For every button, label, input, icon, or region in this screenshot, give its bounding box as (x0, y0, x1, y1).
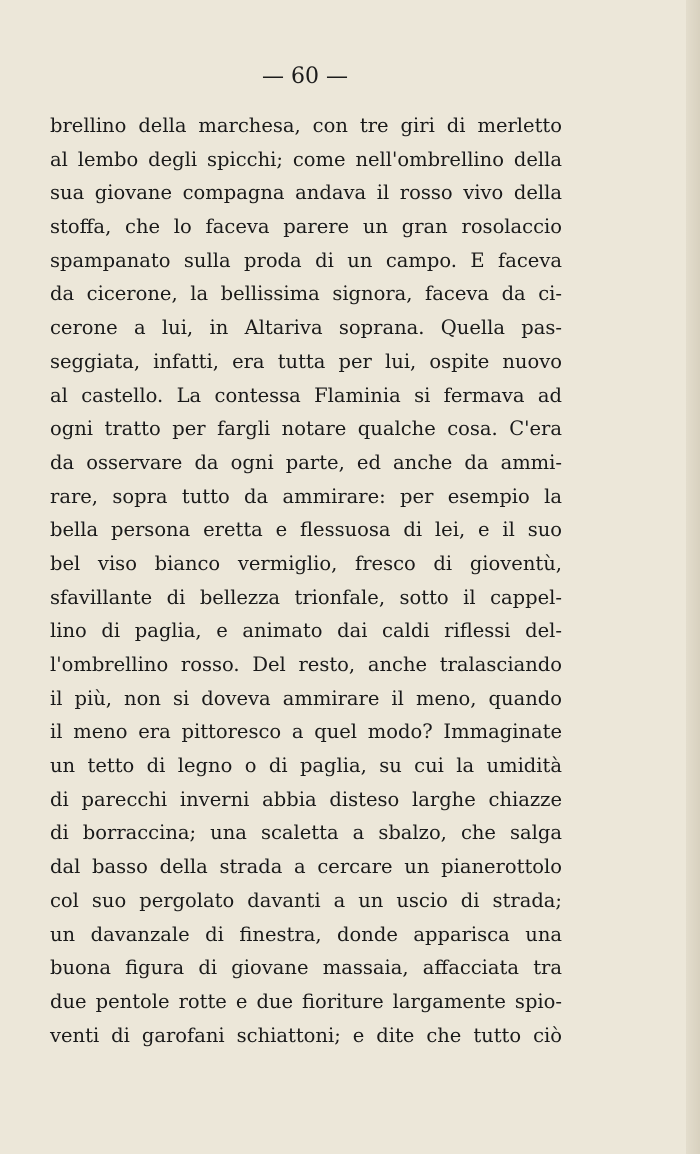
text-line: da osservare da ogni parte, ed anche da ammi- (50, 450, 562, 474)
text-line: sua giovane compagna andava il rosso vivo della (50, 181, 562, 205)
text-line: da cicerone, la bellissima signora, faceva da ci- (50, 282, 562, 306)
text-line: ogni tratto per fargli notare qualche cosa. C'era (50, 417, 562, 441)
text-line: rare, sopra tutto da ammirare: per esempio la (50, 484, 562, 508)
text-line: stoffa, che lo faceva parere un gran rosolaccio (50, 215, 562, 239)
text-line: spampanato sulla proda di un campo. E faceva (50, 248, 562, 272)
text-line: cerone a lui, in Altariva soprana. Quella pas- (50, 316, 562, 340)
text-line: dal basso della strada a cercare un pianerottolo (50, 855, 562, 879)
text-line: due pentole rotte e due fioriture largamente spio- (50, 989, 562, 1013)
text-line: bella persona eretta e flessuosa di lei, e il suo (50, 518, 562, 542)
text-line: sfavillante di bellezza trionfale, sotto il cappel- (50, 585, 562, 609)
text-line: un davanzale di finestra, donde apparisca una (50, 922, 562, 946)
text-line: al castello. La contessa Flaminia si fermava ad (50, 383, 562, 407)
text-line: brellino della marchesa, con tre giri di merletto (50, 114, 562, 137)
text-line: l'ombrellino rosso. Del resto, anche tralasciando (50, 653, 562, 676)
text-line: bel viso bianco vermiglio, fresco di gioventù, (50, 551, 562, 575)
text-line: il meno era pittoresco a quel modo? Immaginate (50, 720, 562, 744)
text-line: di parecchi inverni abbia disteso larghe chiazze (50, 787, 562, 811)
text-line: di borraccina; una scaletta a sbalzo, che salga (50, 821, 562, 845)
text-line: seggiata, infatti, era tutta per lui, ospite nuovo (50, 349, 562, 373)
text-line: al lembo degli spicchi; come nell'ombrellino della (50, 147, 562, 171)
text-line: col suo pergolato davanti a un uscio di strada; (50, 888, 562, 912)
body-text (50, 109, 562, 1052)
page-edge (686, 0, 700, 1154)
text-line: venti di garofani schiattoni; e dite che tutto ciò (50, 1023, 562, 1047)
text-line: il più, non si doveva ammirare il meno, quando (50, 686, 562, 710)
text-line: buona figura di giovane massaia, affacciata tra (50, 956, 562, 980)
page-number: — 60 — (262, 64, 348, 89)
text-line: un tetto di legno o di paglia, su cui la umidità (50, 754, 562, 778)
text-line: lino di paglia, e animato dai caldi riflessi del- (50, 619, 562, 643)
